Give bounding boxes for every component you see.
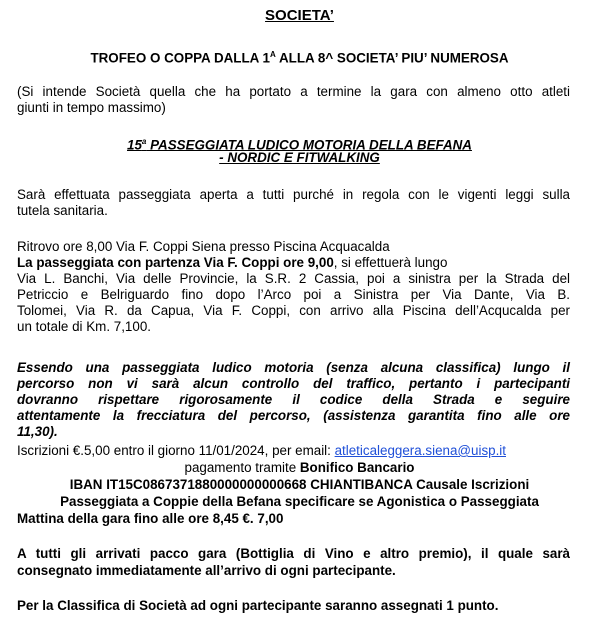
warning-line-5: 11,30).	[17, 424, 58, 439]
payment-line	[0, 460, 599, 476]
causale-line-2: Mattina della gara fino alle ore 8,45 €. 7,00	[17, 511, 284, 526]
causale-line-1: Passeggiata a Coppie della Befana specificare se Agonistica o Passeggiata	[60, 494, 539, 509]
iban-line: IBAN IT15C0867371880000000000668 CHIANTIBANCA Causale Iscrizioni	[69, 477, 530, 492]
trophy-line	[0, 47, 599, 66]
warning-line-3: dovranno rispettare rigorosamente il codice della Strada e seguire	[17, 392, 570, 407]
email-link[interactable]: atleticaleggera.siena@uisp.it	[334, 443, 506, 458]
intro-line-2: tutela sanitaria.	[17, 203, 108, 218]
route-line-5: Tolomei, Via R. da Capua, Via F. Coppi, con arrivo alla Piscina dell’Acqucalda per	[17, 303, 570, 318]
trophy-sup: A	[270, 50, 276, 59]
arrivals-line-2: consegnato immediatamente all’arrivo di ogni partecipante.	[17, 563, 396, 578]
ritrovo-line: Ritrovo ore 8,00 Via F. Coppi Siena presso Piscina Acquacalda	[17, 239, 390, 254]
payment-prefix: pagamento tramite	[184, 460, 300, 475]
intro-line-1: Sarà effettuata passeggiata aperta a tutti purché in regola con le vigenti leggi sulla	[17, 187, 570, 202]
note-line-2: giunti in tempo massimo)	[17, 100, 166, 115]
partenza-bold: La passeggiata con partenza Via F. Coppi ore 9,00	[17, 255, 334, 270]
warning-line-1: Essendo una passeggiata ludico motoria (senza alcuna classifica) lungo il	[17, 360, 570, 375]
partenza-rest: , si effettuerà lungo	[333, 255, 448, 270]
classifica-line: Per la Classifica di Società ad ogni partecipante saranno assegnati 1 punto.	[17, 598, 499, 613]
event-title-text: PASSEGGIATA LUDICO MOTORIA DELLA BEFANA	[146, 137, 472, 153]
route-line-3: Via L. Banchi, Via delle Provincie, la S.R. 2 Cassia, poi a sinistra per la Strada del	[17, 271, 570, 286]
note-line-1: (Si intende Società quella che ha portato a termine la gara con almeno otto atleti	[17, 84, 570, 99]
warning-line-2: percorso non vi sarà alcun controllo del traffico, pertanto i partecipanti	[17, 376, 570, 391]
warning-line-4: attentamente la frecciatura del percorso, (assistenza garantita fino alle ore	[17, 408, 570, 423]
trophy-rest: ALLA 8^ SOCIETA’ PIU’ NUMEROSA	[275, 50, 509, 66]
trophy-prefix: TROFEO O COPPA DALLA 1	[90, 50, 270, 66]
registration-text: Iscrizioni €.5,00 entro il giorno 11/01/2024, per email:	[17, 443, 335, 458]
event-sup: a	[141, 137, 147, 146]
route-line-6: un totale di Km. 7,100.	[17, 319, 151, 334]
registration-line	[17, 443, 506, 459]
arrivals-line-1: A tutti gli arrivati pacco gara (Bottiglia di Vino e altro premio), il quale sarà	[17, 546, 570, 561]
event-number: 15	[127, 137, 142, 153]
payment-method: Bonifico Bancario	[299, 460, 415, 475]
event-subtitle: - NORDIC E FITWALKING	[219, 150, 380, 165]
partenza-line	[17, 255, 447, 271]
section-heading: SOCIETA’	[265, 7, 334, 24]
route-line-4: Petriccio e Belriguardo fino dopo l’Arco poi a Sinistra per Via Dante, Via B.	[17, 287, 570, 302]
